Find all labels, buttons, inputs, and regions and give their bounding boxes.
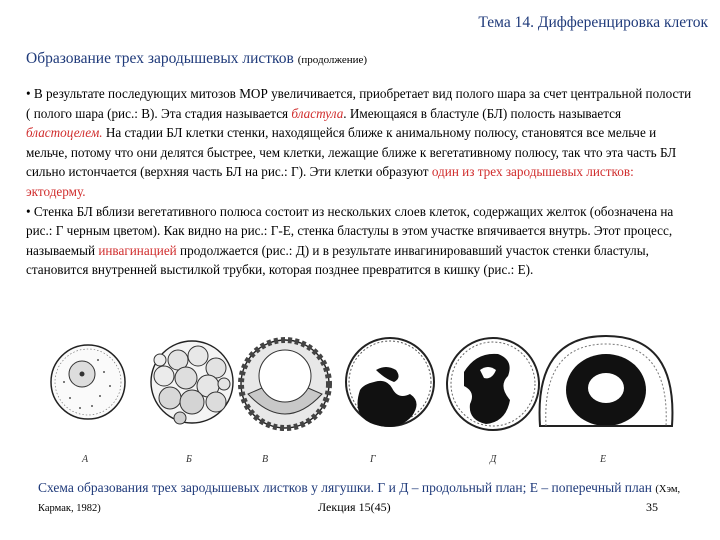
page-number: 35 (646, 500, 658, 514)
topic-title: Тема 14. Дифференцировка клеток (478, 14, 708, 31)
figure-e-gastrula (447, 338, 539, 430)
figure-label-f: Е (600, 454, 607, 465)
figure-c-blastula (241, 340, 329, 428)
figure-label-e: Д (490, 454, 497, 465)
paragraph-2-text-b: продолжается (рис.: Д) и в результате инвагинировавший участок стенки бластулы, становится внутренней выстилкой трубки, которая позднее превратится в кишку (рис.: Е). (26, 242, 649, 278)
figure-label-c: В (262, 454, 269, 465)
figure-f-cross-section (540, 336, 673, 426)
paragraph-1-text-c: На стадии БЛ клетки стенки, находящейся ближе к анимальному полюсу, становятся все мельче и мельче, потому что они делятся быстрее, чем клетки, лежащие ближе к вегетативному полюсу, так что эта часть БЛ сильно истончается (верхняя часть БЛ на рис.: Г). Эти клетки образуют (26, 125, 677, 180)
term-ectoderm: один из трех зародышевых листков: эктодерму. (26, 164, 634, 199)
figure-b-morula (151, 341, 233, 424)
figure-label-d: Г (370, 454, 376, 465)
figure-a-egg (51, 345, 125, 419)
paragraph-2 (26, 202, 692, 280)
bullet: • (26, 203, 31, 219)
subtitle-note: (продолжение) (297, 54, 368, 66)
caption-text: Схема образования трех зародышевых листков у лягушки. Г и Д – продольный план; Е – поперечный план (38, 480, 652, 495)
slide-subtitle (26, 50, 367, 68)
paragraph-1-text-b: . Имеющаяся в бластуле (БЛ) полость называется (343, 105, 622, 121)
bullet: • (26, 86, 31, 101)
caption-source: (Хэм, Кармак, 1982) (38, 484, 681, 514)
subtitle-text: Образование трех зародышевых листков (26, 50, 294, 67)
body-text (26, 84, 692, 280)
lecture-number: Лекция 15(45) (318, 500, 391, 514)
term-invagination: инвагинацией (98, 242, 177, 258)
embryo-figures (40, 330, 700, 470)
figure-d-early-gastrula (346, 338, 434, 427)
paragraph-1-text-a: В результате последующих митозов МОР увеличивается, приобретает вид полого шара за счет центральной полости ( полого шара (рис.: В). Эта стадия называется (26, 86, 692, 121)
figure-label-b: Б (186, 454, 192, 465)
term-blastocoel: бластоцелем. (26, 125, 103, 141)
paragraph-1 (26, 84, 692, 202)
paragraph-2-text-a: Стенка БЛ вблизи вегетативного полюса состоит из нескольких слоев клеток, содержащих желток (обозначена на рис.: Г черным цветом). Как видно на рис.: Г-Е, стенка бластулы в этом участке впячивается внутрь. Этот процесс, называемый (26, 203, 674, 258)
figure-label-a: А (82, 454, 89, 465)
term-blastula: бластула (291, 105, 344, 121)
